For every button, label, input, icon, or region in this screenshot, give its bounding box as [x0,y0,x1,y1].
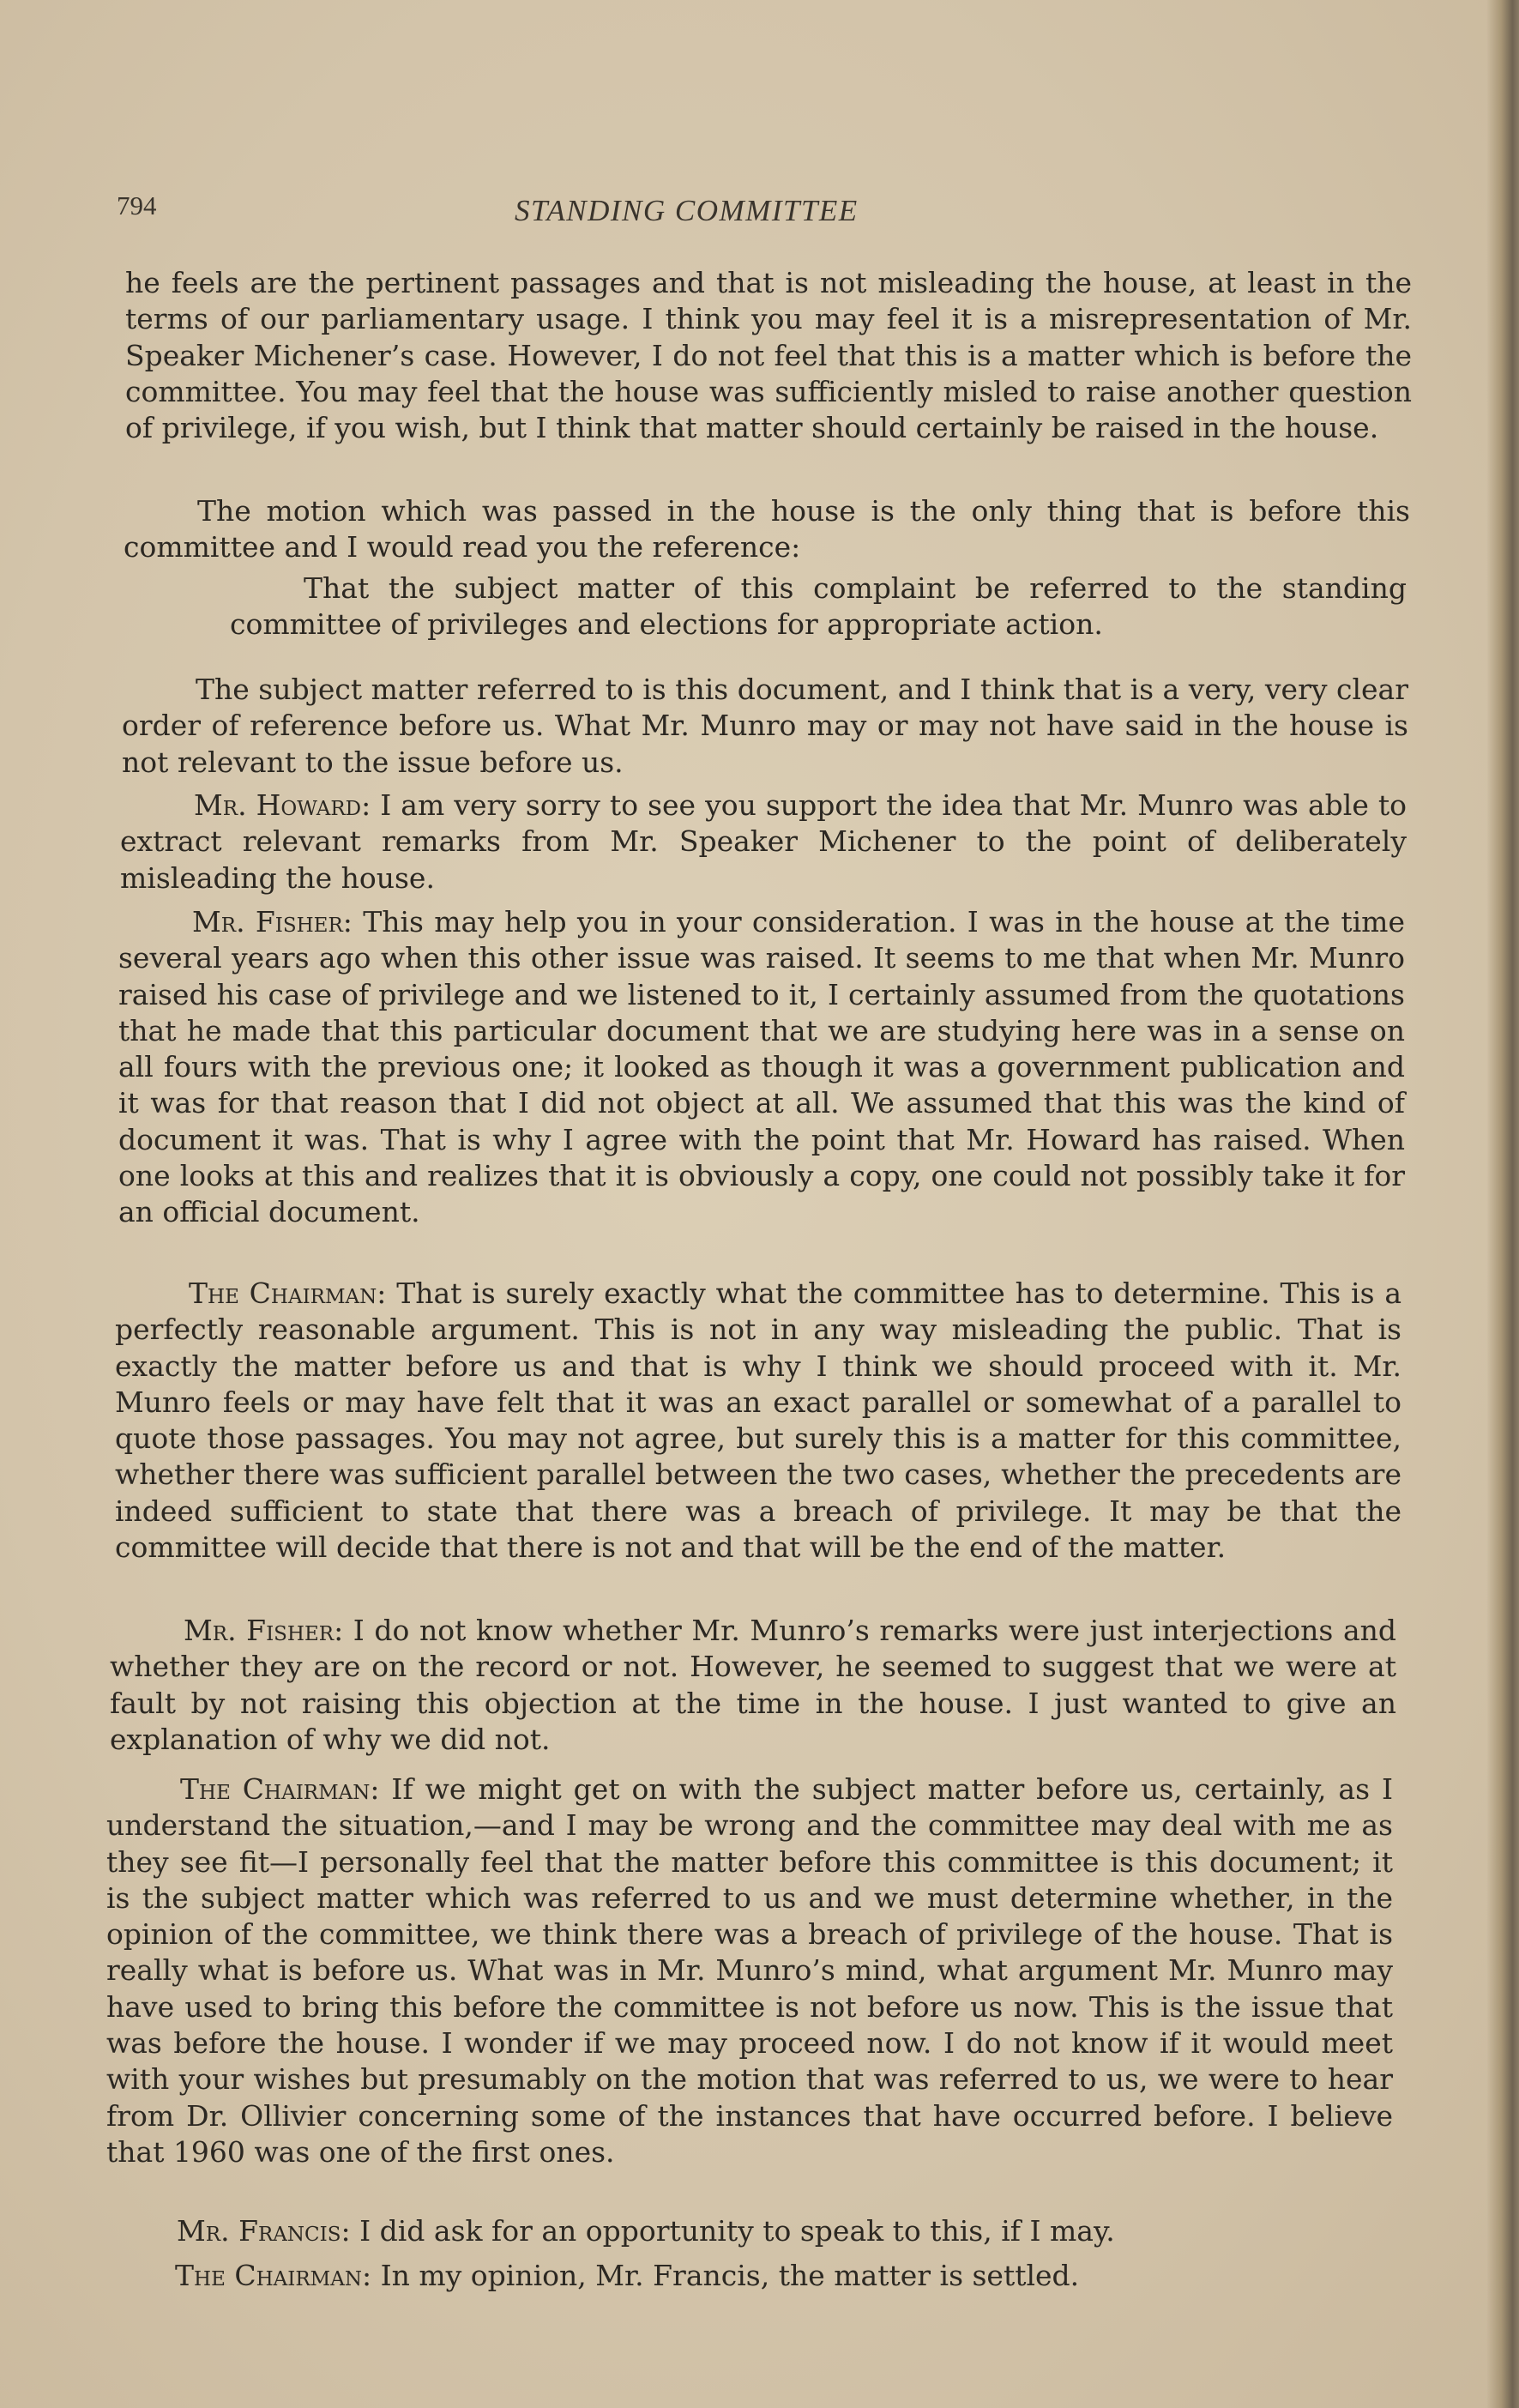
paragraph-text: The motion which was passed in the house is the only thing that is before this committee and I would read you the reference: [124,494,1410,564]
paragraph-text: he feels are the pertinent passages and that is not misleading the house, at least in the terms of our parliamentary usage. I think you may feel it is a misrepresentation of Mr. Speaker Michener’s case. However, I do not feel that this is a matter which is before the committee. You may feel that the house was sufficiently misled to raise another question of privilege, if you wish, but I think that matter should certainly be raised in the house. [125,266,1412,445]
speaker-name: The Chairman: [180,1772,380,1806]
speech-fisher [118,904,1405,1231]
speech-text: This may help you in your consideration. I was in the house at the time several years ago when this other issue was raised. It seems to me that when Mr. Munro raised his case of privilege and we listened to it, I certainly assumed from the quotations that he made that this particular document that we are studying here was in a sense on all fours with the previous one; it looked as though it was a government publication and it was for that reason that I did not object at all. We assumed that this was the kind of document it was. That is why I agree with the point that Mr. Howard has raised. When one looks at this and realizes that it is obviously a copy, one could not possibly take it for an official document. [118,905,1406,1229]
speaker-name: Mr. Howard: [194,788,371,822]
speech-chairman [101,2258,1388,2294]
page-number: 794 [117,190,157,220]
speech-francis [103,2213,1389,2249]
speech-fisher [110,1613,1396,1758]
speaker-name: The Chairman: [175,2259,372,2292]
speaker-name: Mr. Fisher: [192,905,353,938]
paragraph [124,493,1410,566]
speaker-name: The Chairman: [189,1276,387,1310]
speaker-name: Mr. Fisher: [184,1614,344,1647]
quoted-motion [230,570,1407,643]
running-head: STANDING COMMITTEE [515,194,859,227]
speaker-name: Mr. Francis: [177,2214,351,2248]
speech-howard [120,788,1407,896]
paragraph-text: The subject matter referred to is this document, and I think that is a very, very clear order of reference before us. What Mr. Munro may or may not have said in the house is not relevant to the issue before us. [122,673,1408,779]
speech-text: In my opinion, Mr. Francis, the matter is settled. [371,2259,1080,2292]
speech-text: I did ask for an opportunity to speak to this, if I may. [350,2214,1115,2248]
speech-text: I am very sorry to see you support the idea that Mr. Munro was able to extract relevant remarks from Mr. Speaker Michener to the point of deliberately misleading the house. [120,788,1407,895]
speech-chairman [115,1276,1401,1566]
paragraph [122,672,1408,781]
speech-text: That is surely exactly what the committee has to determine. This is a perfectly reasonable argument. This is not in any way misleading the public. That is exactly the matter before us and that is why I think we should proceed with it. Mr. Munro feels or may have felt that it was an exact parallel or somewhat of a parallel to quote those passages. You may not agree, but surely this is a matter for this committee, whether there was sufficient parallel between the two cases, whether the precedents are indeed sufficient to state that there was a breach of privilege. It may be that the committee will decide that there is not and that will be the end of the matter. [115,1276,1401,1565]
speech-text: I do not know whether Mr. Munro’s remarks were just interjections and whether they are on the record or not. However, he seemed to suggest that we were at fault by not raising this objection at the time in the house. I just wanted to give an explanation of why we did not. [110,1614,1397,1756]
speech-chairman [106,1771,1393,2170]
speech-text: If we might get on with the subject matter before us, certainly, as I understand the situation,—and I may be wrong and the committee may deal with me as they see fit—I personally feel that the matter before this committee is this document; it is the subject matter which was referred to us and we must determine whether, in the opinion of the committee, we think there was a breach of privilege of the house. That is really what is before us. What was in Mr. Munro’s mind, what argument Mr. Munro may have used to bring this before the committee is not before us now. This is the issue that was before the house. I wonder if we may proceed now. I do not know if it would meet with your wishes but presumably on the motion that was referred to us, we were to hear from Dr. Ollivier concerning some of the instances that have occurred before. I believe that 1960 was one of the first ones. [106,1772,1393,2169]
quoted-motion-text: That the subject matter of this complaint be referred to the standing committee of privileges and elections for appropriate action. [230,571,1407,642]
paragraph [125,265,1412,446]
